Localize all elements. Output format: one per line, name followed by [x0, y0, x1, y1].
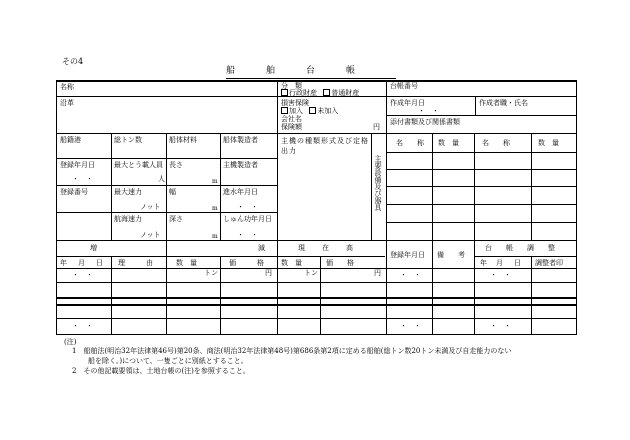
line	[220, 133, 221, 240]
col-price2: 価 格	[326, 259, 354, 267]
line	[386, 204, 576, 205]
col-price: 価 格	[229, 259, 264, 267]
width-unit: m	[212, 205, 218, 212]
last-row-ymd-dots: ・ ・	[72, 322, 93, 330]
col-reason: 理 由	[118, 259, 153, 267]
creator-label: 作成者職・氏名	[479, 99, 528, 107]
note-1-line-1: 1 船舶法(明治32年法律第46号)第20条、商法(明治32年法律第48号)第686条第2項に定める船舶(総トン数20トン未満及び自走能力のない	[72, 347, 512, 355]
col-ymd: 年 月 日	[60, 259, 105, 267]
admin-property-label: 行政財産	[289, 89, 317, 97]
main-equipment-label: 主要設備及び器具	[374, 155, 382, 212]
premium-unit: 円	[373, 123, 380, 131]
line	[56, 318, 577, 319]
equip-name-header-1: 名 称	[396, 139, 424, 147]
category-options	[281, 89, 359, 98]
adj-col-seal: 調整者印	[535, 259, 563, 267]
note-2: 2 その他記載要領は、土地台帳の(注)を参照すること。	[72, 367, 250, 375]
current-header: 現 在 高	[298, 244, 354, 252]
line	[220, 256, 221, 334]
remarks-header: 備 考	[437, 251, 465, 259]
general-property-checkbox[interactable]	[323, 89, 330, 96]
line	[474, 256, 577, 257]
last-row-adj-dots: ・ ・	[490, 322, 511, 330]
frame-left	[56, 80, 57, 334]
line	[111, 256, 112, 334]
row1-ton-unit: トン	[204, 269, 218, 277]
row1-reg-dots: ・ ・	[400, 271, 421, 279]
created-date-dots: ・ ・	[418, 107, 439, 115]
name-label: 名称	[60, 83, 74, 91]
line	[386, 115, 576, 116]
last-row-reg-dots: ・ ・	[400, 322, 421, 330]
increase-header: 増	[90, 244, 97, 252]
width-label: 幅	[169, 188, 176, 196]
hull-maker-label: 船体製造者	[223, 136, 258, 144]
main-maker-label: 主機製造者	[223, 161, 258, 169]
divider-left-block	[277, 80, 278, 240]
line	[371, 133, 372, 240]
row1-yen-unit-2: 円	[374, 269, 381, 277]
line	[277, 133, 386, 134]
ledger-number-label: 台帳番号	[390, 82, 418, 90]
max-speed-unit: ノット	[140, 203, 161, 211]
insured-label: 加入	[289, 107, 303, 115]
line	[432, 133, 433, 240]
insurance-label: 損害保険	[281, 99, 309, 107]
line	[111, 133, 112, 240]
length-unit: m	[212, 178, 218, 185]
double-rule-top	[56, 297, 577, 299]
line	[386, 152, 576, 153]
admin-property-checkbox[interactable]	[281, 89, 288, 96]
premium-label: 保険額	[281, 123, 302, 131]
line	[166, 133, 167, 240]
history-label: 沿革	[60, 99, 74, 107]
launch-date-dots: ・ ・	[237, 203, 258, 211]
depth-unit: m	[212, 233, 218, 240]
uninsured-label: 未加入	[317, 107, 339, 115]
general-property-label: 普通財産	[331, 89, 360, 97]
line	[56, 96, 277, 97]
line	[386, 96, 576, 97]
depth-label: 深さ	[169, 215, 183, 223]
line	[386, 186, 576, 187]
reg-date-header: 登録年月日	[390, 251, 425, 259]
length-label: 長さ	[169, 161, 183, 169]
line	[56, 240, 577, 241]
frame-bottom	[56, 334, 577, 335]
line	[432, 240, 433, 334]
note-1-line-2: 船を除く。)について、一隻ごとに別紙とすること。	[88, 357, 248, 365]
line	[474, 240, 475, 334]
reg-date-dots: ・ ・	[72, 175, 93, 183]
line	[386, 169, 576, 170]
max-speed-label: 最大速力	[114, 188, 142, 196]
adj-col-month: 月	[496, 259, 503, 267]
company-label: 会社名	[281, 115, 302, 123]
frame-right	[576, 80, 577, 334]
tonnage-label: 総トン数	[114, 136, 142, 144]
adj-col-year: 年	[480, 259, 487, 267]
max-passengers-label: 最大とう載人員	[114, 161, 163, 169]
adj-col-day: 日	[514, 259, 521, 267]
created-date-label: 作成年月日	[390, 99, 425, 107]
line	[475, 96, 476, 115]
row1-ymd-dots: ・ ・	[72, 271, 93, 279]
notes-heading: (注)	[64, 338, 77, 346]
line	[474, 133, 475, 240]
equip-name-header-2: 名 称	[482, 139, 510, 147]
line	[166, 240, 167, 334]
col-qty: 数 量	[176, 259, 197, 267]
page-title: 船 舶 台 帳	[226, 66, 357, 76]
frame-top	[56, 80, 577, 82]
adjustment-header: 台 帳 調 整	[485, 244, 555, 252]
equip-qty-header-1: 数 量	[438, 139, 459, 147]
attached-docs-label: 添付書類及び関係書類	[390, 118, 460, 126]
decrease-header: 減	[258, 244, 265, 252]
port-label: 船籍港	[60, 136, 81, 144]
line	[386, 222, 576, 223]
line	[56, 282, 577, 283]
double-rule-bottom	[56, 304, 577, 306]
row1-adj-dots: ・ ・	[490, 271, 511, 279]
launch-date-label: 進水年月日	[223, 188, 258, 196]
hull-material-label: 船体材料	[169, 136, 197, 144]
line	[320, 256, 321, 334]
divider-right-block	[386, 80, 387, 240]
completion-date-label: しゅん功年月日	[223, 215, 272, 223]
cruise-speed-label: 航海速力	[114, 215, 142, 223]
line	[277, 240, 278, 334]
insured-checkbox[interactable]	[281, 107, 288, 114]
equip-qty-header-2: 数 量	[538, 139, 559, 147]
line	[531, 133, 532, 240]
line	[531, 256, 532, 334]
engine-spec-label: 主機の種類形式及び定格出力	[281, 137, 369, 155]
row1-ton-unit-2: トン	[304, 269, 318, 277]
uninsured-checkbox[interactable]	[309, 107, 316, 114]
row1-yen-unit: 円	[265, 269, 272, 277]
reg-number-label: 登録番号	[60, 188, 88, 196]
col-qty2: 数 量	[281, 259, 302, 267]
reg-date-label: 登録年月日	[60, 161, 95, 169]
completion-date-dots: ・ ・	[237, 231, 258, 239]
line	[386, 133, 576, 134]
category-label: 分 類	[281, 82, 302, 90]
person-unit: 人	[158, 175, 165, 183]
line	[386, 240, 387, 334]
cruise-speed-unit: ノット	[140, 231, 161, 239]
title-underline	[226, 78, 396, 79]
form-number: その4	[62, 57, 84, 66]
